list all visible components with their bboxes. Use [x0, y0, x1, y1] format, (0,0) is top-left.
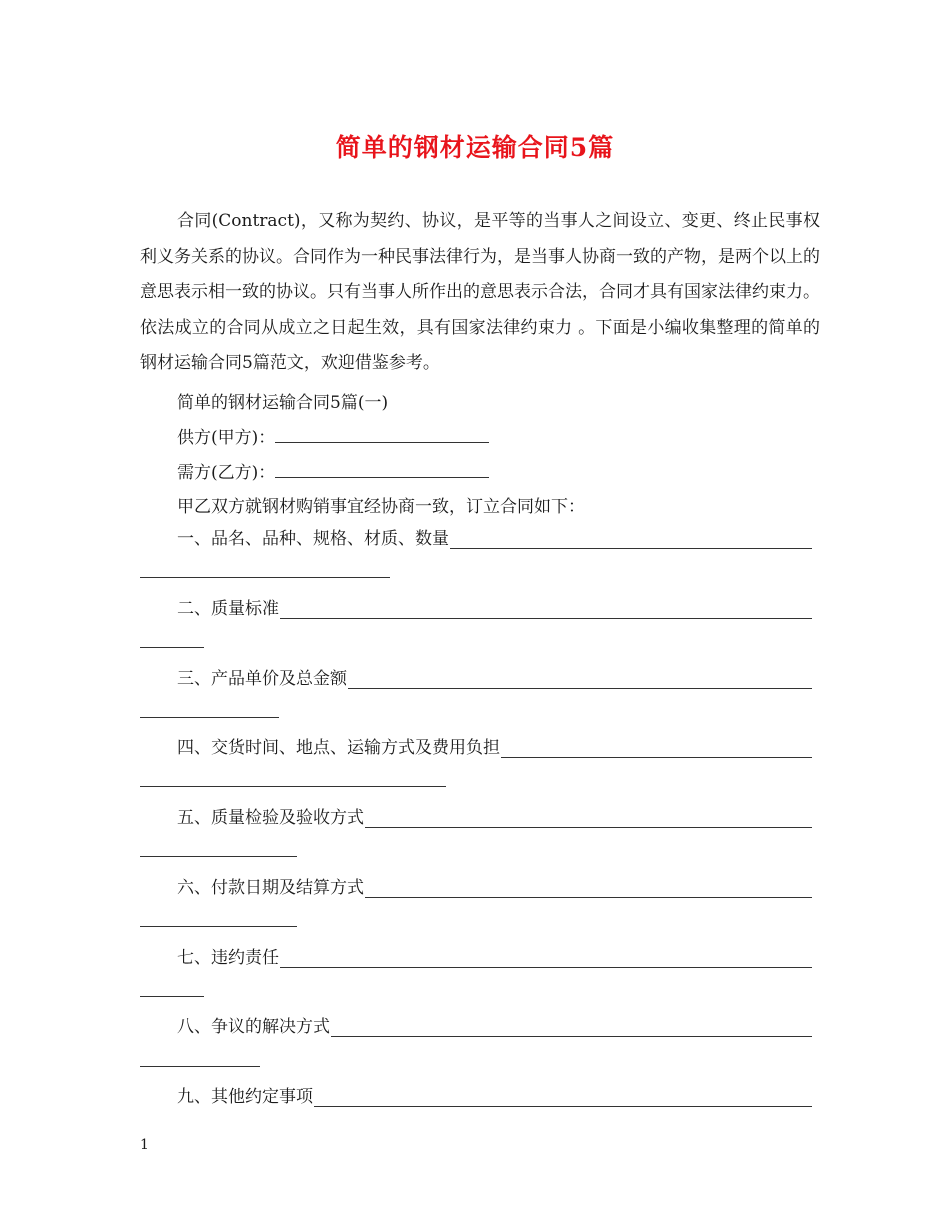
clause-blank-continuation[interactable]: [140, 1066, 260, 1067]
clause-row: [177, 594, 812, 619]
clause-label: 六、付款日期及结算方式: [177, 878, 364, 898]
clause-blank-continuation[interactable]: [140, 717, 279, 718]
agreement-line: 甲乙双方就钢材购销事宜经协商一致，订立合同如下：: [177, 497, 585, 517]
supplier-label: 供方(甲方)：: [177, 428, 276, 448]
supplier-blank[interactable]: [275, 426, 489, 443]
clause-blank-continuation[interactable]: [140, 996, 204, 997]
clause-label: 三、产品单价及总金额: [177, 669, 347, 689]
supplier-row: [177, 423, 489, 448]
clause-blank[interactable]: [348, 672, 812, 689]
clause-blank-continuation[interactable]: [140, 577, 390, 578]
clause-blank-continuation[interactable]: [140, 926, 297, 927]
clause-label: 二、质量标准: [177, 599, 279, 619]
clause-row: [177, 873, 812, 898]
clause-label: 五、质量检验及验收方式: [177, 808, 364, 828]
buyer-blank[interactable]: [275, 461, 489, 478]
clause-blank[interactable]: [314, 1090, 812, 1107]
clause-row: [177, 1082, 812, 1107]
buyer-label: 需方(乙方)：: [177, 463, 276, 483]
clause-label: 七、违约责任: [177, 948, 279, 968]
clause-row: [177, 664, 812, 689]
clause-blank[interactable]: [331, 1020, 812, 1037]
clause-row: [177, 1012, 812, 1037]
clause-label: 九、其他约定事项: [177, 1087, 313, 1107]
clause-row: [177, 943, 812, 968]
page-number: 1: [140, 1137, 149, 1153]
clause-label: 一、品名、品种、规格、材质、数量: [177, 529, 449, 549]
clause-row: [177, 733, 812, 758]
clause-blank[interactable]: [280, 602, 812, 619]
clause-blank[interactable]: [450, 532, 812, 549]
clause-blank-continuation[interactable]: [140, 647, 204, 648]
clause-blank-continuation[interactable]: [140, 786, 446, 787]
document-title: 简单的钢材运输合同5篇: [335, 133, 615, 162]
clause-row: [177, 803, 812, 828]
clause-blank[interactable]: [280, 951, 812, 968]
clause-blank-continuation[interactable]: [140, 856, 297, 857]
intro-paragraph: 合同(Contract)，又称为契约、协议，是平等的当事人之间设立、变更、终止民事权利义务关系的协议。合同作为一种民事法律行为，是当事人协商一致的产物，是两个以上的意思表示相一致的协议。只有当事人所作出的意思表示合法，合同才具有国家法律约束力。依法成立的合同从成立之日起生效，具有国家法律约束力 。下面是小编收集整理的简单的钢材运输合同5篇范文，欢迎借鉴参考。: [140, 211, 820, 373]
clause-blank[interactable]: [365, 811, 812, 828]
section-heading: 简单的钢材运输合同5篇(一): [177, 393, 389, 413]
clause-blank[interactable]: [365, 881, 812, 898]
buyer-row: [177, 458, 489, 483]
clause-label: 四、交货时间、地点、运输方式及费用负担: [177, 738, 500, 758]
clause-blank[interactable]: [501, 741, 812, 758]
clause-row: [177, 524, 812, 549]
clause-label: 八、争议的解决方式: [177, 1017, 330, 1037]
